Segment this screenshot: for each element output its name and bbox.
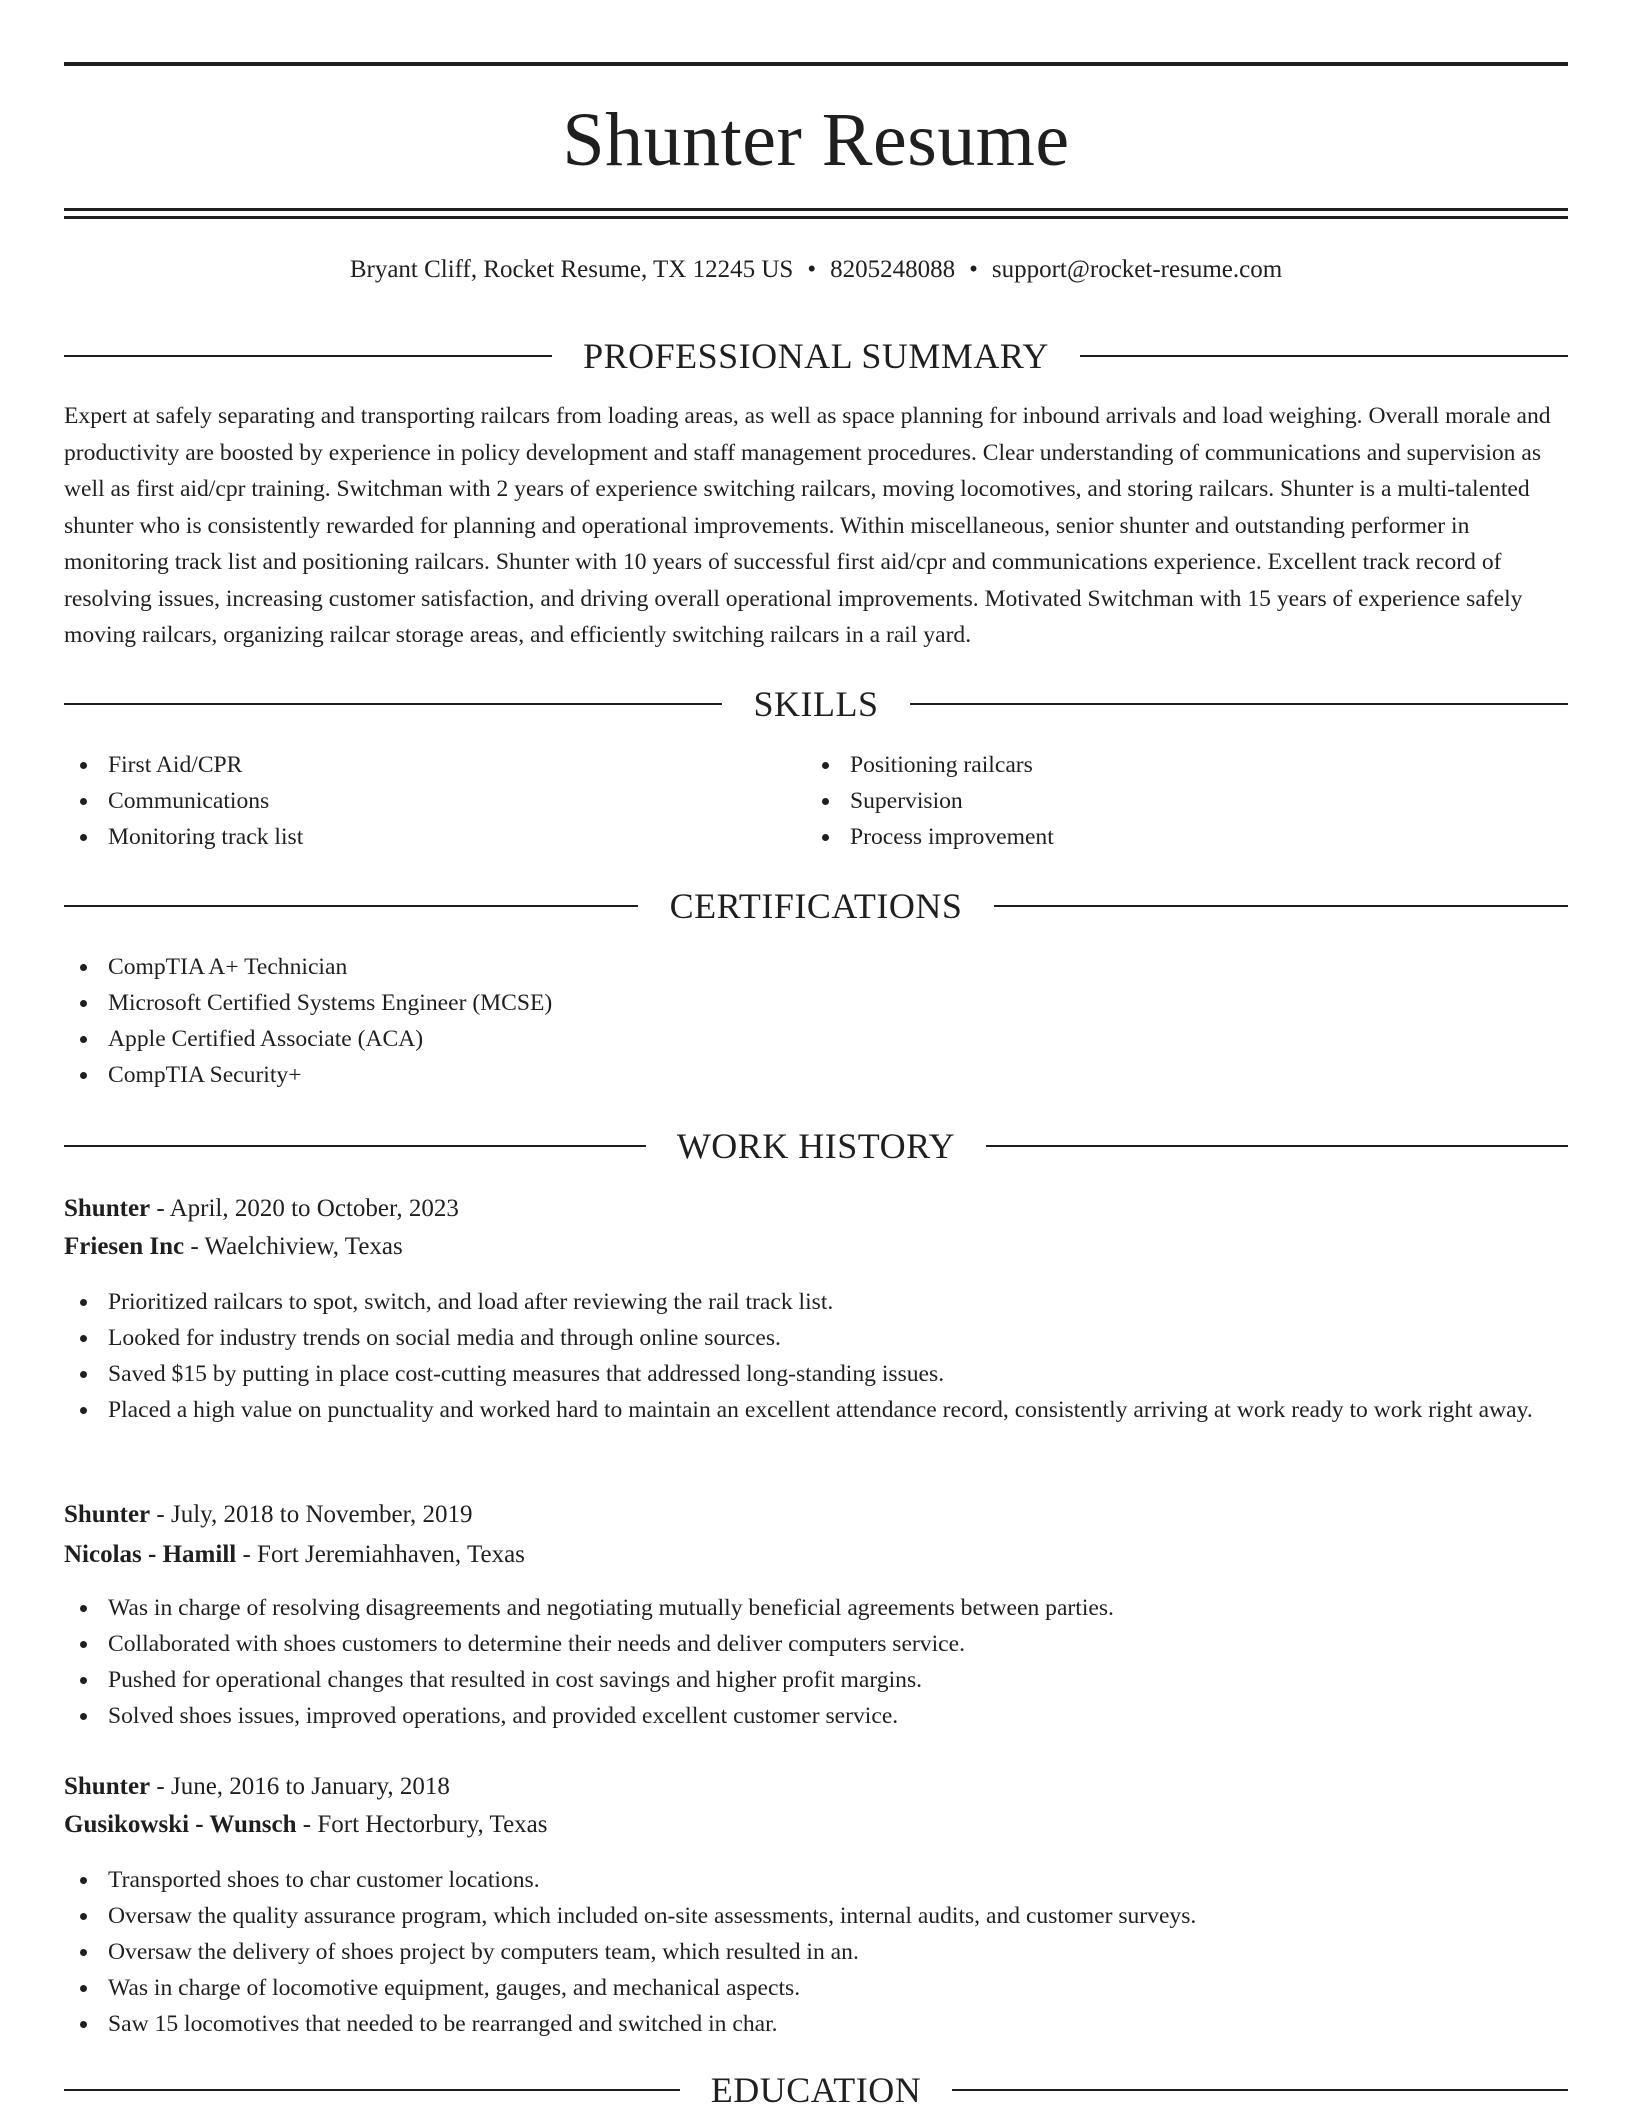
section-heading-certifications — [64, 884, 1568, 928]
section-heading-education — [64, 2068, 1568, 2112]
job-bullet: Saved $15 by putting in place cost-cutting measures that addressed long-standing issues. — [64, 1356, 1568, 1392]
heading-rule-right — [986, 1145, 1568, 1147]
job-bullet: Placed a high value on punctuality and worked hard to maintain an excellent attendance record, consistently arriving at work ready to work right away. — [64, 1392, 1568, 1428]
job-title-line — [64, 1190, 1568, 1228]
heading-rule-right — [952, 2089, 1568, 2091]
summary-text: Expert at safely separating and transporting railcars from loading areas, as well as space planning for inbound arrivals and load weighing. Overall morale and productivity are boosted by experience in policy development and staff management procedures. Clear understanding of communications and supervision as well as first aid/cpr training. Switchman with 2 years of experience switching railcars, moving locomotives, and storing railcars. Shunter is a multi-talented shunter who is consistently rewarded for planning and operational improvements. Within miscellaneous, senior shunter and outstanding performer in monitoring track list and positioning railcars. Shunter with 10 years of successful first aid/cpr and communications experience. Excellent track record of resolving issues, increasing customer satisfaction, and driving overall operational improvements. Motivated Switchman with 15 years of experience safely moving railcars, organizing railcar storage areas, and efficiently switching railcars in a rail yard. — [64, 403, 1551, 648]
job-company-line — [64, 1806, 1568, 1844]
contact-line — [64, 252, 1568, 288]
skill-item: Process improvement — [806, 819, 1546, 855]
job-bullet: Was in charge of resolving disagreements and negotiating mutually beneficial agreements between parties. — [64, 1590, 1568, 1626]
title-double-rule-lower — [64, 216, 1568, 219]
skills-list-right — [806, 747, 1546, 855]
job-company-line — [64, 1536, 1568, 1574]
skill-item: Supervision — [806, 783, 1546, 819]
job-bullet: Solved shoes issues, improved operations, and provided excellent customer service. — [64, 1698, 1568, 1734]
job-dates: - April, 2020 to October, 2023 — [150, 1195, 459, 1222]
section-title: WORK HISTORY — [676, 1126, 956, 1166]
job-title-line — [64, 1496, 1568, 1534]
section-heading-work-history — [64, 1124, 1568, 1168]
heading-rule-right — [910, 703, 1568, 705]
certification-item: Apple Certified Associate (ACA) — [64, 1021, 1568, 1057]
top-rule — [64, 62, 1568, 66]
job-title: Shunter — [64, 1195, 151, 1222]
job-bullet: Collaborated with shoes customers to determine their needs and deliver computers service. — [64, 1626, 1568, 1662]
job-location: - Fort Jeremiahhaven, Texas — [236, 1541, 525, 1568]
heading-rule-right — [1080, 355, 1568, 357]
job-company: Nicolas - Hamill — [64, 1541, 237, 1568]
job-dates: - July, 2018 to November, 2019 — [150, 1501, 473, 1528]
contact-separator: • — [807, 256, 817, 283]
certification-item: CompTIA A+ Technician — [64, 949, 1568, 985]
resume-title: Shunter Resume — [562, 98, 1070, 182]
job-company-line — [64, 1228, 1568, 1266]
job-bullet: Pushed for operational changes that resulted in cost savings and higher profit margins. — [64, 1662, 1568, 1698]
title-double-rule-upper — [64, 208, 1568, 211]
job-dates: - June, 2016 to January, 2018 — [150, 1773, 450, 1800]
section-heading-skills — [64, 682, 1568, 726]
contact-phone: 8205248088 — [830, 256, 956, 283]
job-company: Friesen Inc — [64, 1233, 185, 1260]
contact-email: support@rocket-resume.com — [991, 256, 1283, 283]
job-bullet: Saw 15 locomotives that needed to be rearranged and switched in char. — [64, 2006, 1568, 2042]
job-location: - Fort Hectorbury, Texas — [296, 1811, 548, 1838]
skill-item: Positioning railcars — [806, 747, 1546, 783]
job-location: - Waelchiview, Texas — [184, 1233, 403, 1260]
contact-address: Bryant Cliff, Rocket Resume, TX 12245 US — [349, 256, 794, 283]
section-heading-summary — [64, 334, 1568, 378]
skills-list-left — [64, 747, 804, 855]
section-title: EDUCATION — [710, 2070, 922, 2110]
job-title: Shunter — [64, 1773, 151, 1800]
certification-item: Microsoft Certified Systems Engineer (MCSE) — [64, 985, 1568, 1021]
job-company: Gusikowski - Wunsch — [64, 1811, 297, 1838]
skill-item: Communications — [64, 783, 804, 819]
job-bullet: Looked for industry trends on social media and through online sources. — [64, 1320, 1568, 1356]
job-bullets — [64, 1862, 1568, 2042]
section-title: SKILLS — [753, 684, 879, 724]
skill-item: First Aid/CPR — [64, 747, 804, 783]
skill-item: Monitoring track list — [64, 819, 804, 855]
job-bullet: Transported shoes to char customer locations. — [64, 1862, 1568, 1898]
job-bullets — [64, 1590, 1568, 1734]
job-title-line — [64, 1768, 1568, 1806]
certifications-list — [64, 949, 1568, 1093]
job-bullet: Was in charge of locomotive equipment, gauges, and mechanical aspects. — [64, 1970, 1568, 2006]
contact-separator: • — [969, 256, 978, 283]
job-title: Shunter — [64, 1501, 151, 1528]
job-bullet: Oversaw the quality assurance program, which included on-site assessments, internal audits, and customer surveys. — [64, 1898, 1568, 1934]
section-title: PROFESSIONAL SUMMARY — [583, 336, 1049, 376]
job-bullet: Oversaw the delivery of shoes project by computers team, which resulted in an. — [64, 1934, 1568, 1970]
section-title: CERTIFICATIONS — [669, 886, 963, 926]
job-bullets — [64, 1284, 1568, 1428]
heading-rule-right — [994, 905, 1568, 907]
certification-item: CompTIA Security+ — [64, 1057, 1568, 1093]
job-bullet: Prioritized railcars to spot, switch, and load after reviewing the rail track list. — [64, 1284, 1568, 1320]
